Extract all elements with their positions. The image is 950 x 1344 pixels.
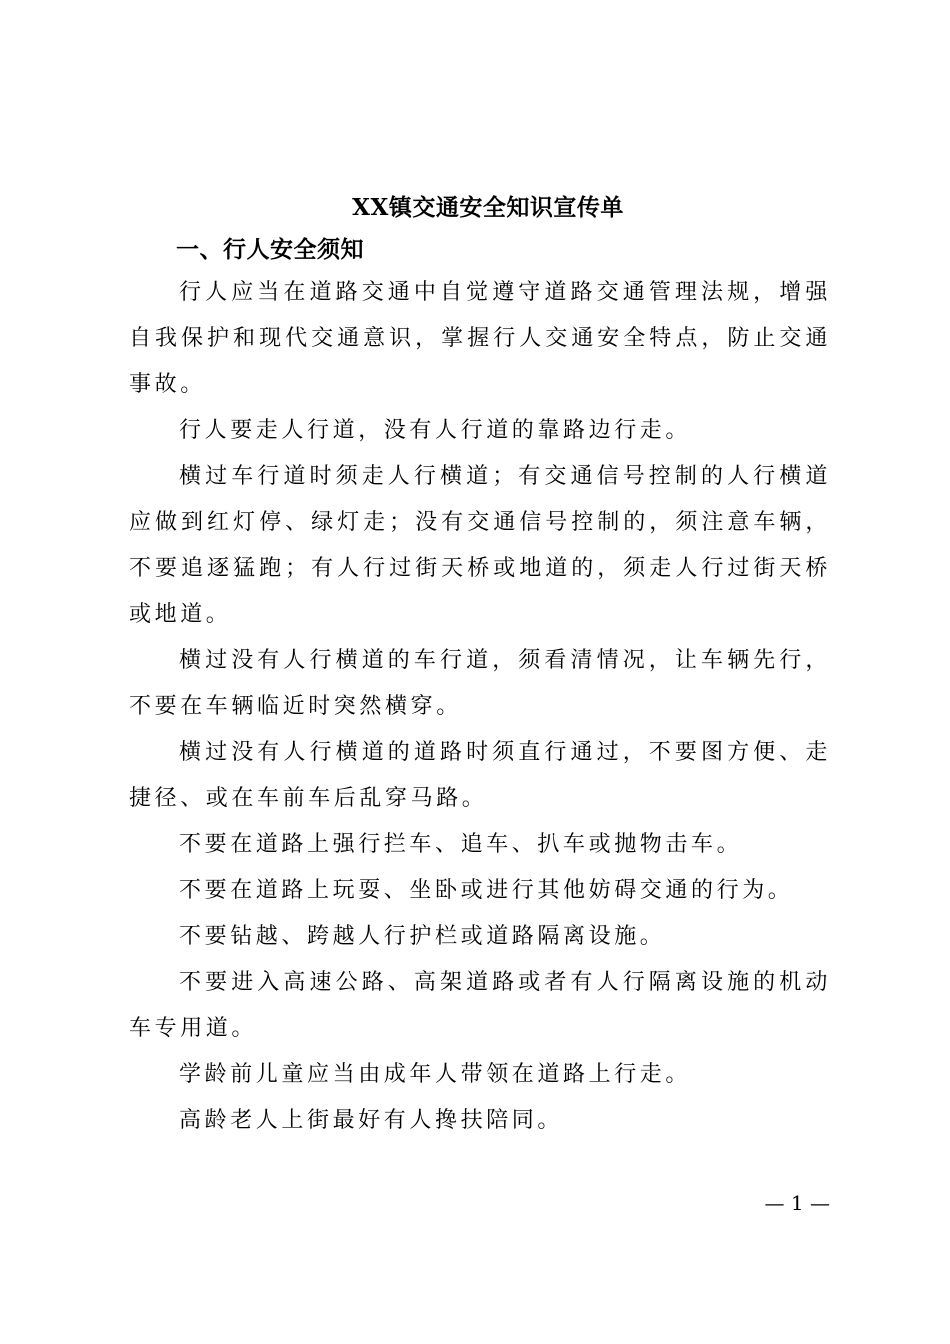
paragraph: 不要进入高速公路、高架道路或者有人行隔离设施的机动车专用道。 (129, 970, 831, 1041)
section-heading: 一、行人安全须知 (176, 237, 364, 263)
paragraph: 横过没有人行横道的道路时须直行通过，不要图方便、走捷径、或在车前车后乱穿马路。 (129, 740, 831, 811)
paragraph: 行人要走人行道，没有人行道的靠路边行走。 (179, 418, 692, 443)
paragraph: 学龄前儿童应当由成年人带领在道路上行走。 (179, 1062, 692, 1087)
page-number: — 1 — (764, 1191, 830, 1215)
paragraph: 高龄老人上街最好有人搀扶陪同。 (179, 1108, 564, 1133)
paragraph: 横过车行道时须走人行横道；有交通信号控制的人行横道应做到红灯停、绿灯走；没有交通信号控制的，须注意车辆，不要追逐猛跑；有人行过街天桥或地道的，须走人行过街天桥或地道。 (129, 464, 831, 627)
paragraph: 横过没有人行横道的车行道，须看清情况，让车辆先行，不要在车辆临近时突然横穿。 (129, 648, 831, 719)
document-body (129, 186, 831, 1144)
paragraph: 不要钻越、跨越人行护栏或道路隔离设施。 (179, 924, 666, 949)
paragraph: 不要在道路上玩耍、坐卧或进行其他妨碍交通的行为。 (179, 878, 794, 903)
paragraph: 行人应当在道路交通中自觉遵守道路交通管理法规，增强自我保护和现代交通意识，掌握行人交通安全特点，防止交通事故。 (129, 280, 831, 397)
paragraph: 不要在道路上强行拦车、追车、扒车或抛物击车。 (179, 832, 743, 857)
document-title: XX镇交通安全知识宣传单 (352, 194, 624, 221)
